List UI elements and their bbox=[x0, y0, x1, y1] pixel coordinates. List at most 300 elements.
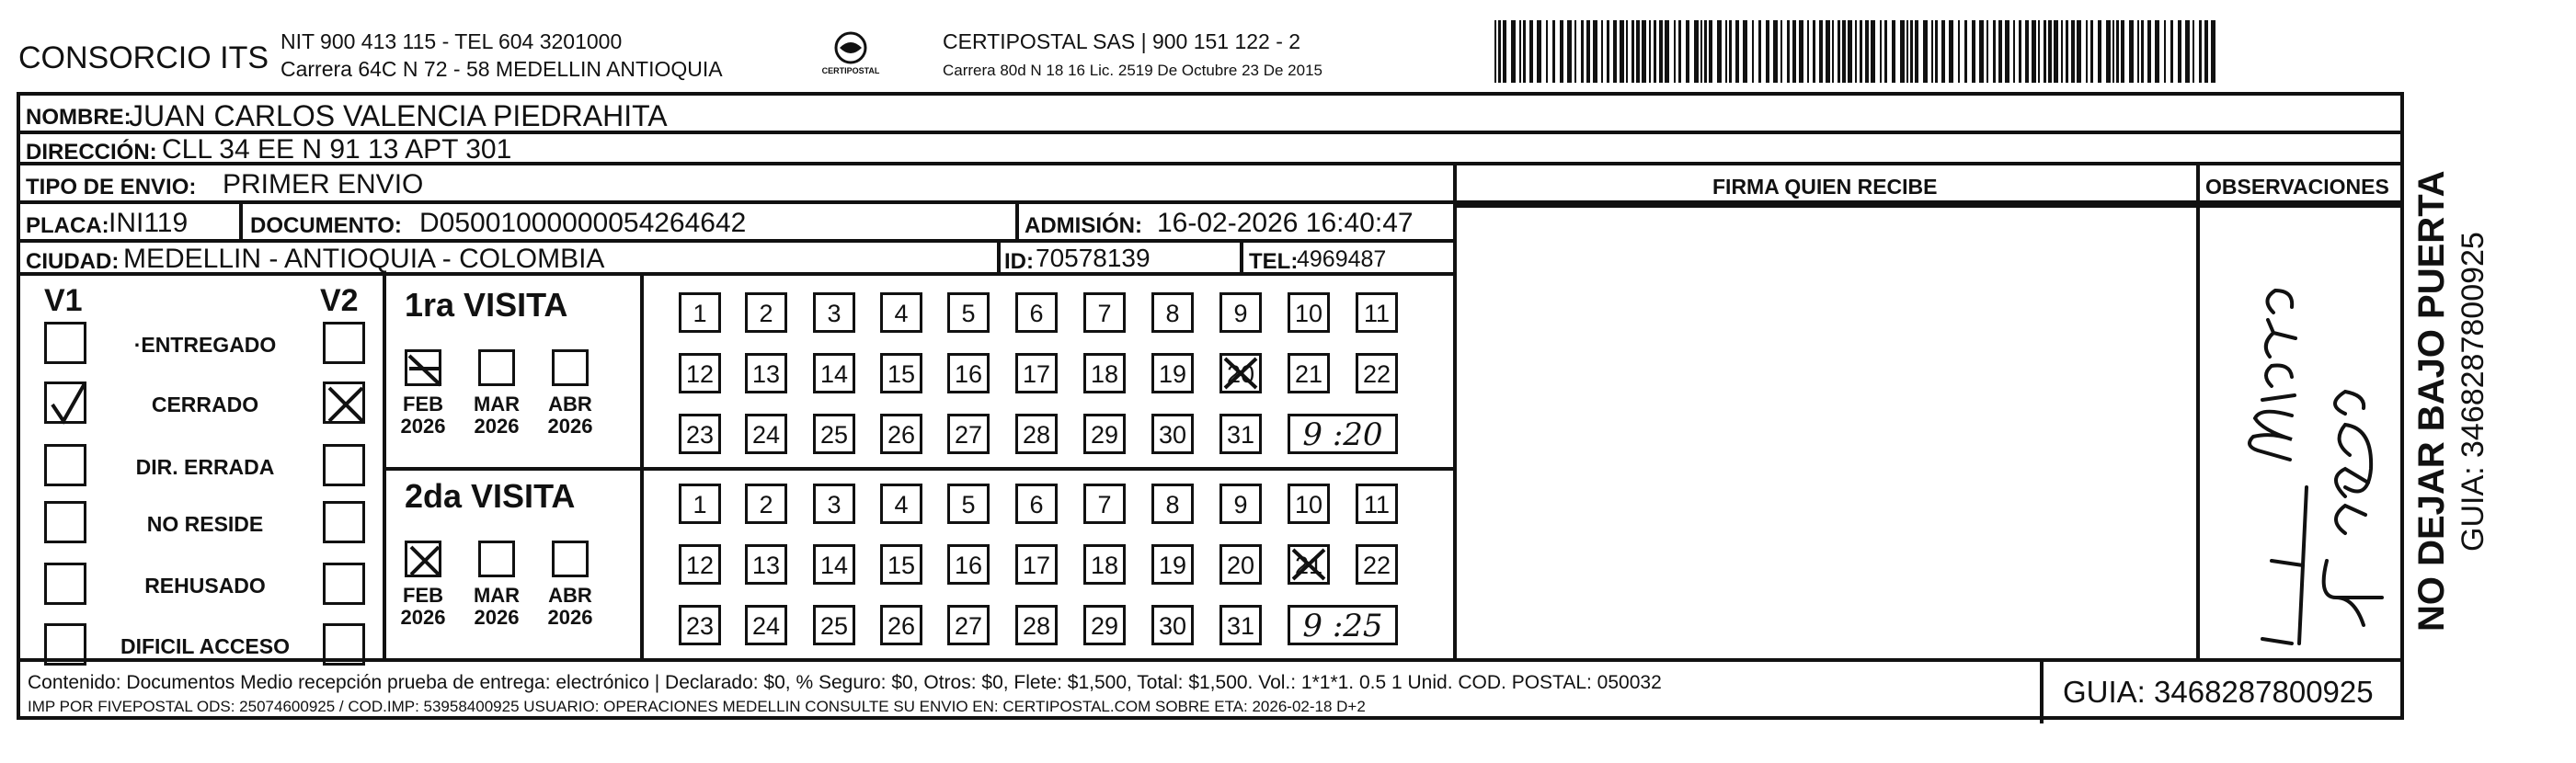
barcode-bar bbox=[1503, 20, 1506, 83]
barcode-bar bbox=[1799, 20, 1803, 83]
day-number: 1 bbox=[693, 300, 707, 327]
barcode-bar bbox=[1529, 20, 1533, 83]
day-box[interactable] bbox=[1288, 353, 1330, 393]
day-number: 29 bbox=[1090, 421, 1119, 449]
day-box[interactable] bbox=[947, 292, 990, 333]
barcode-bar bbox=[1686, 20, 1689, 83]
barcode-bar bbox=[1880, 20, 1882, 83]
firma-header-line bbox=[1453, 204, 2404, 208]
day-box[interactable] bbox=[1219, 605, 1262, 645]
day-number: 17 bbox=[1022, 360, 1051, 388]
day-box[interactable] bbox=[1083, 414, 1126, 454]
day-number: 4 bbox=[894, 300, 909, 327]
day-number: 21 bbox=[1294, 552, 1323, 579]
barcode-bar bbox=[2147, 20, 2151, 83]
barcode-bar bbox=[2086, 20, 2088, 83]
day-box[interactable] bbox=[745, 484, 787, 524]
barcode-bar bbox=[1494, 20, 1496, 83]
barcode-bar bbox=[1855, 20, 1857, 83]
barcode-bar bbox=[1654, 20, 1656, 83]
barcode-bar bbox=[1674, 20, 1676, 83]
day-number: 28 bbox=[1022, 612, 1051, 640]
month-checkbox[interactable] bbox=[405, 541, 441, 577]
barcode-bar bbox=[1807, 20, 1809, 83]
barcode-bar bbox=[1717, 20, 1722, 83]
barcode-bar bbox=[2204, 20, 2208, 83]
day-number: 22 bbox=[1362, 360, 1391, 388]
handwriting-icon bbox=[2207, 211, 2391, 657]
barcode-bar bbox=[1704, 20, 1707, 83]
day-box[interactable] bbox=[813, 353, 855, 393]
day-box[interactable] bbox=[679, 605, 721, 645]
visit-divider bbox=[386, 467, 1457, 471]
month-checkbox[interactable] bbox=[405, 349, 441, 386]
day-box[interactable] bbox=[1151, 544, 1194, 585]
day-number: 10 bbox=[1294, 491, 1323, 518]
day-number: 24 bbox=[751, 612, 781, 640]
day-number: 8 bbox=[1165, 300, 1180, 327]
status-label: DIR. ERRADA bbox=[135, 455, 275, 479]
day-box[interactable] bbox=[679, 544, 721, 585]
status-label: CERRADO bbox=[151, 393, 259, 416]
visit-title: 1ra VISITA bbox=[405, 286, 568, 324]
day-box[interactable] bbox=[1288, 544, 1330, 585]
barcode-bar bbox=[1694, 20, 1699, 83]
day-box[interactable] bbox=[1151, 414, 1194, 454]
direccion-label: DIRECCIÓN: bbox=[26, 140, 157, 165]
barcode-bar bbox=[1923, 20, 1928, 83]
barcode-bar bbox=[1915, 20, 1918, 83]
footer-guia: GUIA: 3468287800925 bbox=[2063, 675, 2374, 709]
barcode-bar bbox=[1537, 20, 1541, 83]
side-guia: GUIA: 3468287800925 bbox=[2456, 232, 2490, 552]
day-box[interactable] bbox=[1151, 484, 1194, 524]
barcode-bar bbox=[1979, 20, 1984, 83]
v1-label: V1 bbox=[44, 283, 83, 318]
barcode-bar bbox=[1567, 20, 1572, 83]
day-number: 20 bbox=[1226, 360, 1255, 388]
day-number: 26 bbox=[887, 421, 916, 449]
day-number: 15 bbox=[887, 552, 916, 579]
day-number: 12 bbox=[685, 360, 715, 388]
day-number: 23 bbox=[685, 612, 715, 640]
barcode-bar bbox=[1700, 20, 1702, 83]
v1-checkbox[interactable] bbox=[44, 322, 86, 364]
v1-checkbox[interactable] bbox=[44, 382, 86, 424]
barcode-bar bbox=[2098, 20, 2101, 83]
row-direccion bbox=[17, 134, 2404, 165]
barcode-bar bbox=[2032, 20, 2036, 83]
time-box[interactable] bbox=[1288, 414, 1398, 454]
barcode-bar bbox=[1601, 20, 1603, 83]
barcode-bar bbox=[1729, 20, 1732, 83]
barcode-bar bbox=[1552, 20, 1555, 83]
day-number: 16 bbox=[954, 360, 983, 388]
footer-line1: Contenido: Documentos Medio recepción prueba de entrega: electrónico | Declarado: $0, % Seguro: $0, Otros: $0, Flete: $1,500, Total: $1,500. Vol.: 1*1*1. 0.5 1 Unid. COD. POSTAL: 050032 bbox=[28, 672, 1662, 693]
barcode-bar bbox=[2106, 20, 2111, 83]
barcode-bar bbox=[1865, 20, 1869, 83]
barcode-bar bbox=[1826, 20, 1830, 83]
v2-checkbox[interactable] bbox=[323, 501, 365, 543]
barcode-bar bbox=[1842, 20, 1846, 83]
month-checkbox[interactable] bbox=[552, 349, 589, 386]
barcode-bar bbox=[2199, 20, 2202, 83]
day-box[interactable] bbox=[1015, 292, 1058, 333]
barcode-bar bbox=[1593, 20, 1597, 83]
side-panel bbox=[2410, 92, 2566, 720]
day-box[interactable] bbox=[745, 292, 787, 333]
day-box[interactable] bbox=[813, 414, 855, 454]
barcode-bar bbox=[2112, 20, 2114, 83]
carrier-license: Carrera 80d N 18 16 Lic. 2519 De Octubre 23 De 2015 bbox=[943, 62, 1322, 79]
visit-title: 2da VISITA bbox=[405, 477, 576, 515]
day-box[interactable] bbox=[1356, 544, 1398, 585]
check-mark-icon bbox=[47, 384, 89, 427]
day-box[interactable] bbox=[1015, 605, 1058, 645]
day-box[interactable] bbox=[1356, 353, 1398, 393]
day-box[interactable] bbox=[1083, 292, 1126, 333]
documento-label: DOCUMENTO: bbox=[250, 213, 402, 238]
barcode-bar bbox=[1752, 20, 1754, 83]
barcode-bar bbox=[1871, 20, 1875, 83]
barcode-bar bbox=[1998, 20, 2002, 83]
footer-line2: IMP POR FIVEPOSTAL ODS: 25074600925 / COD.IMP: 53958400925 USUARIO: OPERACIONES MEDELLIN CONSULTE SU ENVIO EN: CERTIPOSTAL.COM SOBRE ETA: 2026-02-18 D+2 bbox=[28, 698, 1366, 715]
day-number: 18 bbox=[1090, 552, 1119, 579]
day-number: 17 bbox=[1022, 552, 1051, 579]
carrier-logo bbox=[809, 28, 892, 83]
status-label: REHUSADO bbox=[144, 574, 266, 598]
day-box[interactable] bbox=[745, 353, 787, 393]
v2-checkbox[interactable] bbox=[323, 444, 365, 486]
barcode-bar bbox=[1743, 20, 1747, 83]
day-number: 1 bbox=[693, 491, 707, 518]
barcode-bar bbox=[1546, 20, 1548, 83]
barcode-bar bbox=[2044, 20, 2046, 83]
day-box[interactable] bbox=[1015, 353, 1058, 393]
time-box[interactable] bbox=[1288, 605, 1398, 645]
day-number: 2 bbox=[759, 300, 773, 327]
month-caption: ABR 2026 bbox=[547, 584, 593, 630]
carrier-name: CERTIPOSTAL SAS | 900 151 122 - 2 bbox=[943, 29, 1301, 53]
barcode-bar bbox=[2066, 20, 2068, 83]
barcode-bar bbox=[1958, 20, 1960, 83]
admision-divider bbox=[1015, 204, 1019, 243]
firma-label: FIRMA QUIEN RECIBE bbox=[1712, 175, 1938, 199]
barcode-bar bbox=[2211, 20, 2215, 83]
barcode-bar bbox=[1709, 20, 1712, 83]
day-number: 29 bbox=[1090, 612, 1119, 640]
day-box[interactable] bbox=[1219, 544, 1262, 585]
day-number: 26 bbox=[887, 612, 916, 640]
day-number: 3 bbox=[827, 491, 841, 518]
day-box[interactable] bbox=[947, 353, 990, 393]
barcode-bar bbox=[1620, 20, 1624, 83]
day-number: 13 bbox=[751, 552, 781, 579]
v2-checkbox[interactable] bbox=[323, 382, 365, 424]
day-number: 7 bbox=[1097, 300, 1112, 327]
barcode-bar bbox=[2178, 20, 2181, 83]
day-box[interactable] bbox=[1151, 605, 1194, 645]
footer-divider bbox=[2040, 662, 2044, 723]
tipo-value: PRIMER ENVIO bbox=[223, 169, 424, 199]
day-box[interactable] bbox=[679, 414, 721, 454]
barcode-bar bbox=[1498, 20, 1501, 83]
barcode-bar bbox=[1642, 20, 1646, 83]
day-box[interactable] bbox=[947, 414, 990, 454]
day-number: 15 bbox=[887, 360, 916, 388]
barcode-bar bbox=[1511, 20, 1516, 83]
direccion-value: CLL 34 EE N 91 13 APT 301 bbox=[162, 134, 512, 165]
day-number: 16 bbox=[954, 552, 983, 579]
day-box[interactable] bbox=[947, 484, 990, 524]
day-number: 9 bbox=[1233, 491, 1248, 518]
tel-divider bbox=[1240, 243, 1243, 276]
barcode-bar bbox=[2013, 20, 2015, 83]
barcode-bar bbox=[1860, 20, 1862, 83]
v2-label: V2 bbox=[320, 283, 359, 318]
day-number: 6 bbox=[1029, 300, 1044, 327]
day-number: 11 bbox=[1363, 300, 1391, 327]
observaciones-label: OBSERVACIONES bbox=[2205, 175, 2389, 199]
day-number: 7 bbox=[1097, 491, 1112, 518]
day-number: 6 bbox=[1029, 491, 1044, 518]
day-box[interactable] bbox=[1151, 353, 1194, 393]
day-number: 11 bbox=[1363, 491, 1391, 518]
barcode-bar bbox=[1941, 20, 1945, 83]
row-tipo bbox=[17, 165, 2404, 204]
barcode-bar bbox=[1900, 20, 1905, 83]
day-number: 20 bbox=[1226, 552, 1255, 579]
id-label: ID: bbox=[1004, 249, 1034, 274]
day-box[interactable] bbox=[1356, 292, 1398, 333]
barcode-bar bbox=[1519, 20, 1521, 83]
company-address: Carrera 64C N 72 - 58 MEDELLIN ANTIOQUIA bbox=[280, 57, 723, 81]
barcode-bar bbox=[2129, 20, 2134, 83]
day-box[interactable] bbox=[745, 414, 787, 454]
barcode-bar bbox=[1931, 20, 1933, 83]
barcode-bar bbox=[2048, 20, 2052, 83]
row-placa bbox=[17, 204, 1457, 243]
side-warning: NO DEJAR BAJO PUERTA bbox=[2411, 170, 2452, 632]
day-number: 27 bbox=[954, 421, 983, 449]
placa-label: PLACA: bbox=[26, 213, 109, 238]
barcode-bar bbox=[2185, 20, 2190, 83]
day-box[interactable] bbox=[1288, 292, 1330, 333]
day-box[interactable] bbox=[679, 353, 721, 393]
admision-label: ADMISIÓN: bbox=[1025, 213, 1142, 238]
status-label: NO RESIDE bbox=[146, 512, 264, 536]
day-box[interactable] bbox=[1288, 484, 1330, 524]
barcode-bar bbox=[2141, 20, 2144, 83]
month-checkbox[interactable] bbox=[478, 349, 515, 386]
day-number: 24 bbox=[751, 421, 781, 449]
day-number: 30 bbox=[1158, 612, 1187, 640]
company-name: CONSORCIO ITS bbox=[18, 40, 269, 75]
v1-checkbox[interactable] bbox=[44, 501, 86, 543]
barcode-bar bbox=[1787, 20, 1790, 83]
barcode-bar bbox=[1665, 20, 1669, 83]
barcode-bar bbox=[1735, 20, 1739, 83]
day-box[interactable] bbox=[1015, 414, 1058, 454]
day-box[interactable] bbox=[880, 484, 922, 524]
divider-side bbox=[2400, 92, 2404, 165]
x-mark-icon bbox=[326, 384, 368, 427]
company-nit: NIT 900 413 115 - TEL 604 3201000 bbox=[280, 29, 623, 53]
day-number: 9 bbox=[1233, 300, 1248, 327]
visit-time: 9 :20 bbox=[1302, 416, 1383, 453]
month-checkbox[interactable] bbox=[552, 541, 589, 577]
barcode-bar bbox=[2116, 20, 2119, 83]
day-box[interactable] bbox=[745, 544, 787, 585]
day-box[interactable] bbox=[813, 544, 855, 585]
day-number: 25 bbox=[819, 421, 849, 449]
row-nombre bbox=[17, 92, 2404, 134]
status-label: ·ENTREGADO bbox=[133, 333, 277, 357]
barcode-bar bbox=[1780, 20, 1782, 83]
barcode-bar bbox=[2061, 20, 2063, 83]
day-box[interactable] bbox=[679, 292, 721, 333]
barcode-bar bbox=[1678, 20, 1681, 83]
placa-value: INI119 bbox=[109, 208, 189, 238]
barcode-bar bbox=[2005, 20, 2009, 83]
day-box[interactable] bbox=[880, 292, 922, 333]
day-box[interactable] bbox=[1083, 544, 1126, 585]
day-box[interactable] bbox=[1356, 484, 1398, 524]
barcode-icon bbox=[1494, 20, 2221, 83]
barcode bbox=[1494, 20, 2221, 83]
day-box[interactable] bbox=[880, 605, 922, 645]
day-number: 8 bbox=[1165, 491, 1180, 518]
day-box[interactable] bbox=[1083, 484, 1126, 524]
barcode-bar bbox=[2164, 20, 2166, 83]
month-checkbox[interactable] bbox=[478, 541, 515, 577]
day-box[interactable] bbox=[813, 484, 855, 524]
day-box[interactable] bbox=[1219, 484, 1262, 524]
barcode-bar bbox=[2054, 20, 2058, 83]
day-number: 13 bbox=[751, 360, 781, 388]
ciudad-label: CIUDAD: bbox=[26, 249, 120, 274]
barcode-bar bbox=[1838, 20, 1840, 83]
month-caption: MAR 2026 bbox=[473, 393, 521, 438]
barcode-bar bbox=[1910, 20, 1913, 83]
barcode-bar bbox=[2090, 20, 2093, 83]
day-box[interactable] bbox=[947, 544, 990, 585]
visit-month-divider bbox=[640, 276, 644, 662]
day-box[interactable] bbox=[1083, 353, 1126, 393]
tel-label: TEL: bbox=[1249, 249, 1299, 274]
barcode-bar bbox=[1964, 20, 1967, 83]
barcode-bar bbox=[2025, 20, 2029, 83]
barcode-bar bbox=[1986, 20, 1988, 83]
barcode-bar bbox=[1636, 20, 1640, 83]
barcode-bar bbox=[1586, 20, 1590, 83]
visit-time: 9 :25 bbox=[1302, 608, 1383, 644]
day-box[interactable] bbox=[1015, 484, 1058, 524]
barcode-bar bbox=[1773, 20, 1778, 83]
barcode-bar bbox=[1884, 20, 1887, 83]
barcode-bar bbox=[1906, 20, 1908, 83]
barcode-bar bbox=[1949, 20, 1953, 83]
day-box[interactable] bbox=[1219, 353, 1262, 393]
barcode-bar bbox=[1631, 20, 1634, 83]
barcode-bar bbox=[1848, 20, 1852, 83]
day-box[interactable] bbox=[1083, 605, 1126, 645]
barcode-bar bbox=[1725, 20, 1727, 83]
barcode-bar bbox=[1560, 20, 1563, 83]
barcode-bar bbox=[2071, 20, 2075, 83]
day-box[interactable] bbox=[813, 292, 855, 333]
tel-value: 4969487 bbox=[1297, 246, 1387, 272]
day-box[interactable] bbox=[1219, 414, 1262, 454]
day-number: 4 bbox=[894, 491, 909, 518]
day-box[interactable] bbox=[880, 353, 922, 393]
barcode-bar bbox=[1792, 20, 1796, 83]
barcode-bar bbox=[2077, 20, 2081, 83]
row-ciudad bbox=[17, 243, 1457, 276]
barcode-bar bbox=[2121, 20, 2124, 83]
day-box[interactable] bbox=[880, 414, 922, 454]
day-number: 31 bbox=[1226, 612, 1255, 640]
day-box[interactable] bbox=[1219, 292, 1262, 333]
v2-checkbox[interactable] bbox=[323, 563, 365, 605]
day-number: 28 bbox=[1022, 421, 1051, 449]
month-caption: FEB 2026 bbox=[400, 584, 446, 630]
barcode-bar bbox=[1649, 20, 1651, 83]
day-number: 5 bbox=[961, 300, 976, 327]
day-box[interactable] bbox=[679, 484, 721, 524]
nombre-value: JUAN CARLOS VALENCIA PIEDRAHITA bbox=[129, 99, 668, 132]
day-number: 5 bbox=[961, 491, 976, 518]
day-box[interactable] bbox=[745, 605, 787, 645]
barcode-bar bbox=[1832, 20, 1834, 83]
day-box[interactable] bbox=[813, 605, 855, 645]
day-number: 22 bbox=[1362, 552, 1391, 579]
carrier-logo-text: CERTIPOSTAL bbox=[821, 66, 880, 75]
barcode-bar bbox=[2019, 20, 2021, 83]
day-box[interactable] bbox=[1015, 544, 1058, 585]
barcode-bar bbox=[1607, 20, 1609, 83]
placa-divider bbox=[239, 204, 243, 243]
barcode-bar bbox=[1935, 20, 1938, 83]
nombre-label: NOMBRE: bbox=[26, 105, 132, 130]
day-number: 3 bbox=[827, 300, 841, 327]
barcode-bar bbox=[1581, 20, 1584, 83]
barcode-bar bbox=[1892, 20, 1895, 83]
v1-checkbox[interactable] bbox=[44, 444, 86, 486]
barcode-bar bbox=[2155, 20, 2159, 83]
day-number: 12 bbox=[685, 552, 715, 579]
divider-observaciones bbox=[2196, 165, 2200, 662]
footer bbox=[17, 658, 2404, 720]
status-label: DIFICIL ACCESO bbox=[120, 634, 290, 658]
barcode-bar bbox=[1972, 20, 1975, 83]
day-box[interactable] bbox=[1151, 292, 1194, 333]
day-number: 27 bbox=[954, 612, 983, 640]
day-number: 19 bbox=[1158, 552, 1187, 579]
day-box[interactable] bbox=[947, 605, 990, 645]
admision-value: 16-02-2026 16:40:47 bbox=[1157, 208, 1414, 238]
id-divider bbox=[997, 243, 1001, 276]
barcode-bar bbox=[2192, 20, 2194, 83]
documento-value: D05001000000054264642 bbox=[419, 208, 747, 238]
month-caption: MAR 2026 bbox=[473, 584, 521, 630]
v2-checkbox[interactable] bbox=[323, 322, 365, 364]
month-caption: FEB 2026 bbox=[400, 393, 446, 438]
v1-checkbox[interactable] bbox=[44, 563, 86, 605]
ciudad-value: MEDELLIN - ANTIOQUIA - COLOMBIA bbox=[123, 244, 605, 274]
day-box[interactable] bbox=[880, 544, 922, 585]
day-number: 21 bbox=[1294, 360, 1323, 388]
